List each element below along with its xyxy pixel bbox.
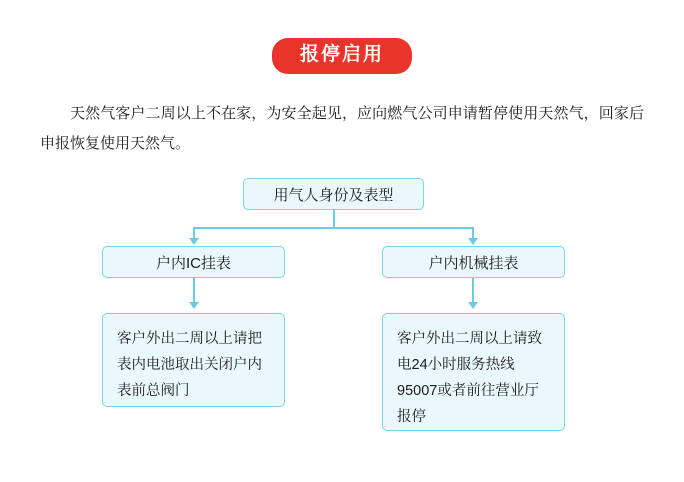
connector-root-vertical: [333, 210, 335, 228]
flow-node-root: 用气人身份及表型: [243, 178, 424, 210]
connector-horizontal-bus: [193, 227, 474, 229]
connector-mechanical-to-detail: [472, 278, 474, 303]
flow-node-ic-meter-detail: 客户外出二周以上请把表内电池取出关闭户内表前总阀门: [102, 313, 285, 407]
page-title: 报停启用: [272, 38, 412, 74]
arrow-head-ic-detail: [189, 302, 199, 309]
flow-node-mechanical-meter-detail: 客户外出二周以上请致电24小时服务热线95007或者前往营业厅报停: [382, 313, 565, 431]
flow-node-ic-meter: 户内IC挂表: [102, 246, 285, 278]
flow-node-mechanical-meter: 户内机械挂表: [382, 246, 565, 278]
arrow-head-right-branch: [468, 238, 478, 245]
arrow-head-left-branch: [189, 238, 199, 245]
title-container: [0, 38, 684, 74]
arrow-head-mechanical-detail: [468, 302, 478, 309]
flowchart: [0, 170, 684, 430]
intro-paragraph: 天然气客户二周以上不在家，为安全起见，应向燃气公司申请暂停使用天然气，回家后申报恢复使用天然气。: [40, 105, 644, 152]
connector-ic-to-detail: [193, 278, 195, 303]
